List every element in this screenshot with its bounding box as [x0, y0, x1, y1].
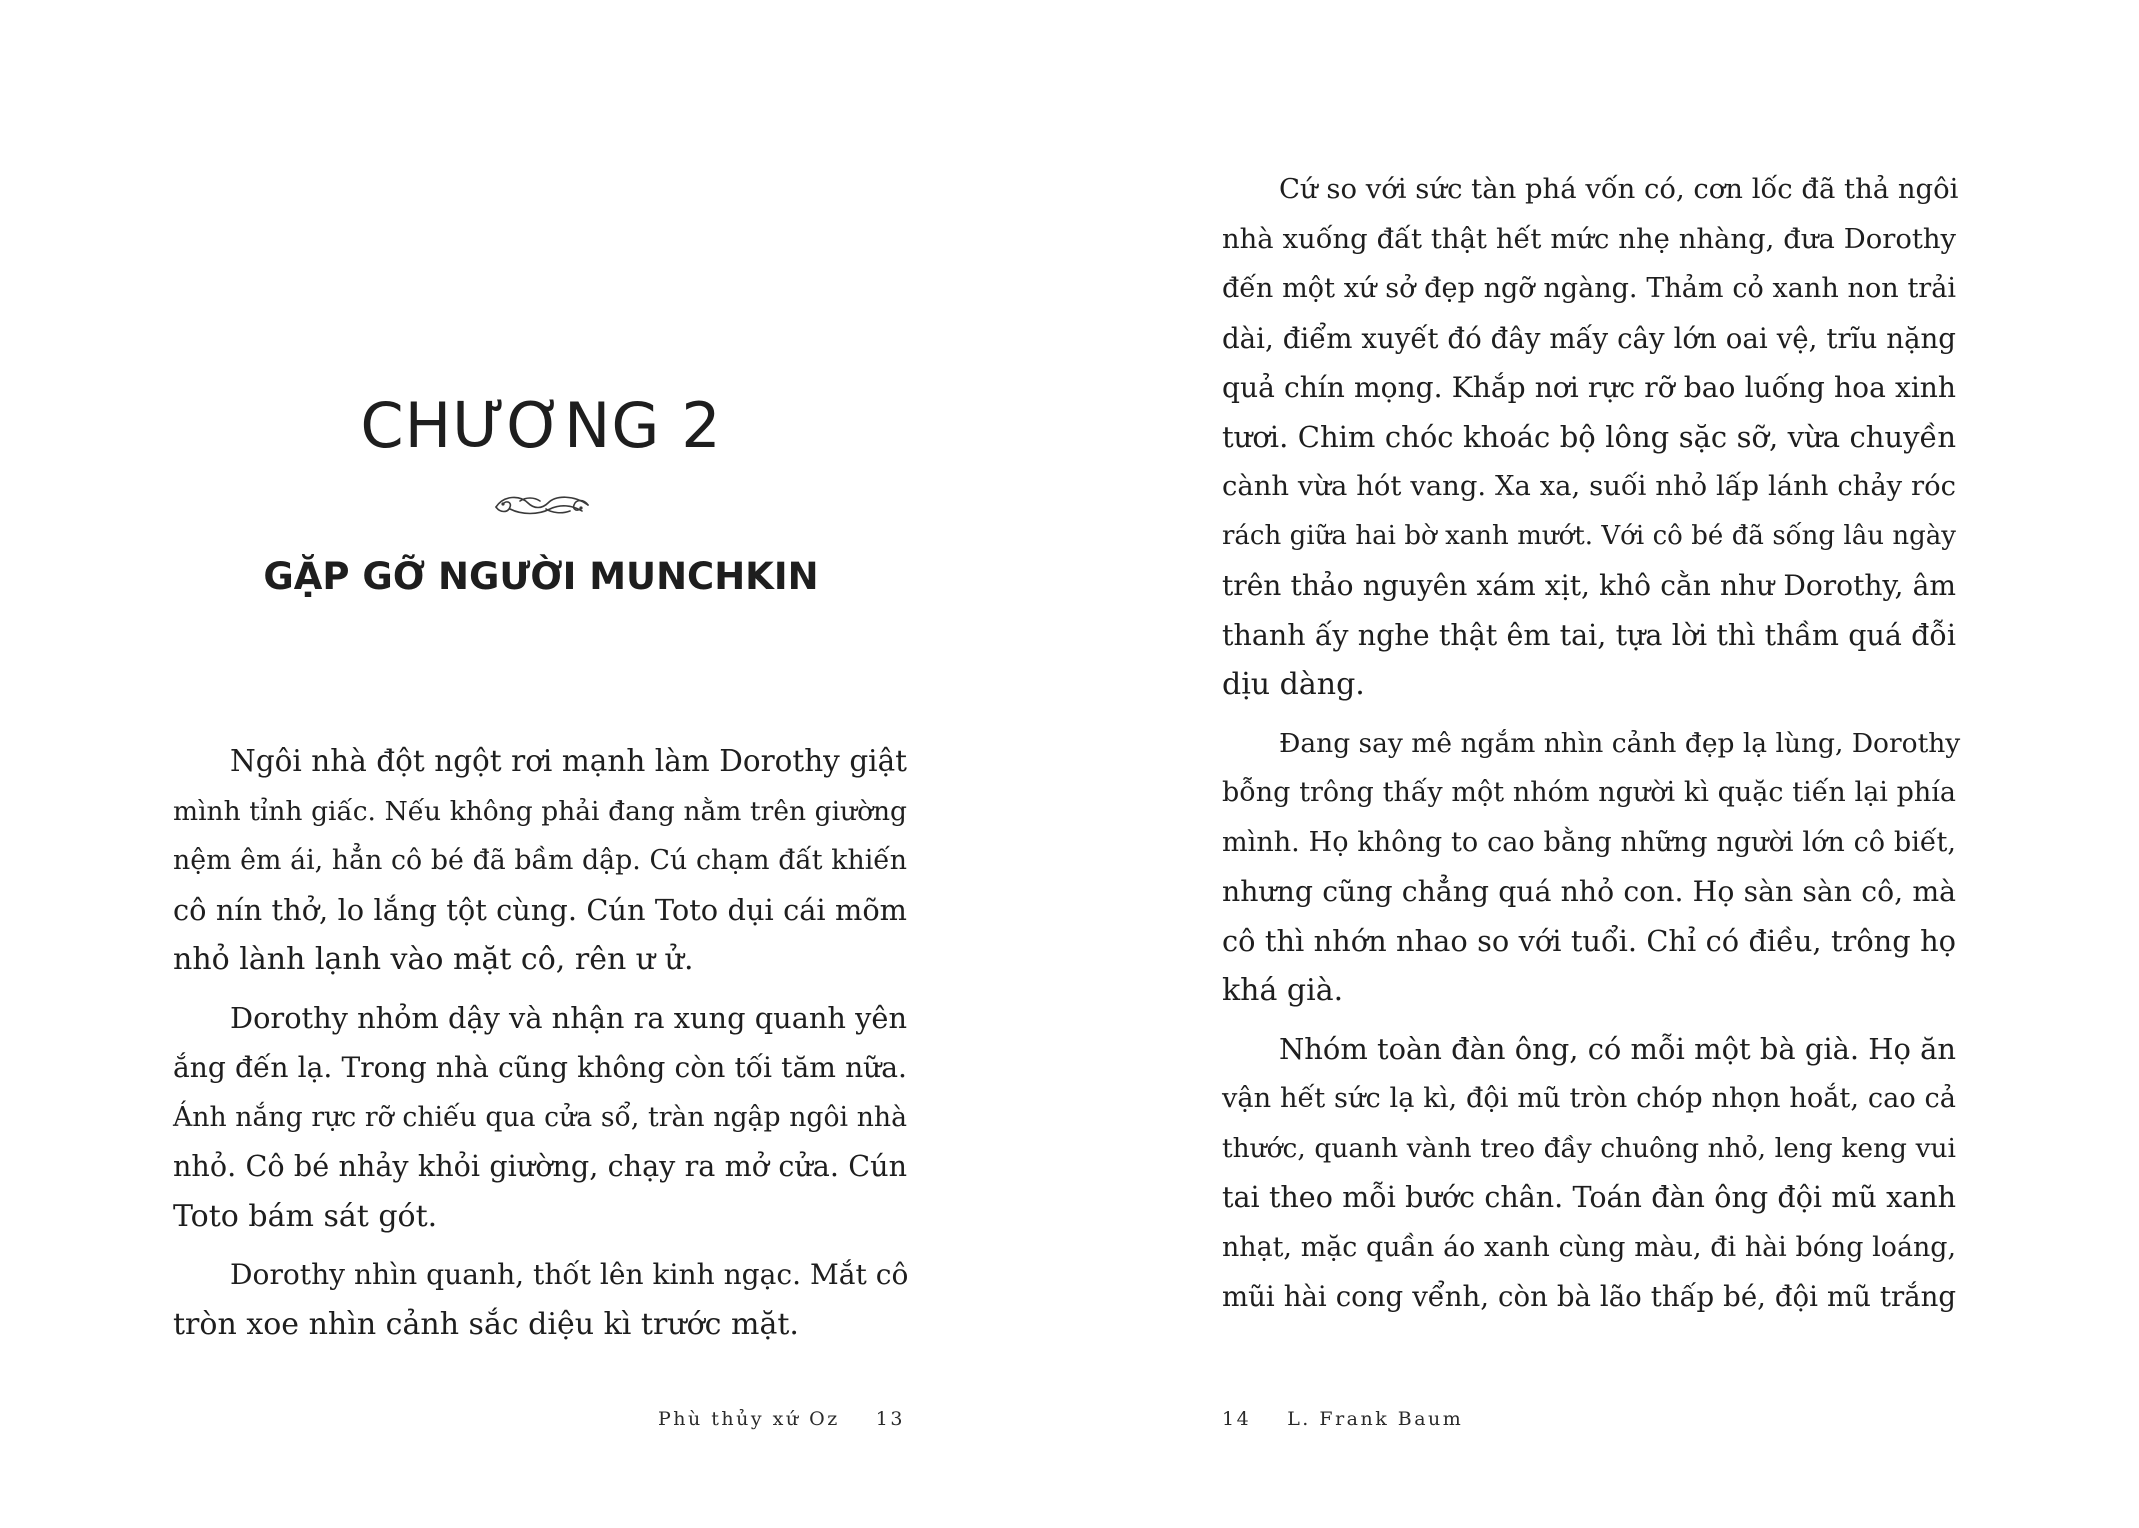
text-line: thước, quanh vành treo đầy chuông nhỏ, leng keng vui	[1222, 1132, 1956, 1164]
paragraph	[1222, 1025, 1956, 1322]
text-line: tươi. Chim chóc khoác bộ lông sặc sỡ, vừa chuyền	[1222, 419, 1956, 454]
left-page-footer	[658, 1410, 905, 1429]
text-line: cành vừa hót vang. Xa xa, suối nhỏ lấp lánh chảy róc	[1222, 471, 1956, 502]
page-number: 14	[1222, 1408, 1252, 1430]
paragraph	[173, 994, 907, 1242]
text-line: Ánh nắng rực rỡ chiếu qua cửa sổ, tràn ngập ngôi nhà	[173, 1101, 907, 1133]
text-line: Toto bám sát gót.	[173, 1198, 438, 1234]
text-line: Cứ so với sức tàn phá vốn có, cơn lốc đã thả ngôi	[1279, 174, 1959, 205]
text-line: cô thì nhớn nhao so với tuổi. Chỉ có điều, trông họ	[1222, 923, 1956, 958]
paragraph	[1222, 165, 1959, 710]
page-number: 13	[875, 1408, 905, 1430]
text-line: mình tỉnh giấc. Nếu không phải đang nằm trên giường	[173, 795, 907, 827]
right-body-text	[1222, 165, 1961, 1322]
text-line: Đang say mê ngắm nhìn cảnh đẹp lạ lùng, Dorothy	[1279, 727, 1961, 759]
flourish-ornament-icon	[490, 487, 594, 521]
text-line: khá già.	[1222, 973, 1344, 1008]
chapter-title: GẶP GỠ NGƯỜI MUNCHKIN	[263, 555, 819, 598]
running-head-book-title: Phù thủy xứ Oz	[658, 1408, 840, 1430]
text-line: nhỏ lành lạnh vào mặt cô, rên ư ử.	[173, 942, 694, 977]
text-line: dịu dàng.	[1222, 667, 1365, 702]
text-line: mũi hài cong vểnh, còn bà lão thấp bé, đội mũ trắng	[1222, 1280, 1956, 1313]
text-line: Nhóm toàn đàn ông, có mỗi một bà già. Họ ăn	[1279, 1031, 1956, 1066]
text-line: mình. Họ không to cao bằng những người lớn cô biết,	[1222, 826, 1956, 858]
paragraph	[173, 737, 907, 985]
left-page	[0, 0, 1069, 1528]
right-page	[1069, 0, 2139, 1528]
right-page-footer	[1222, 1410, 1463, 1429]
left-body-text	[173, 737, 907, 1349]
text-line: nhỏ. Cô bé nhảy khỏi giường, chạy ra mở cửa. Cún	[173, 1149, 907, 1183]
text-line: trên thảo nguyên xám xịt, khô cằn như Dorothy, âm	[1222, 569, 1956, 602]
text-line: quả chín mọng. Khắp nơi rực rỡ bao luống hoa xinh	[1222, 371, 1956, 404]
text-line: nhưng cũng chẳng quá nhỏ con. Họ sàn sàn cô, mà	[1222, 875, 1956, 908]
text-line: cô nín thở, lo lắng tột cùng. Cún Toto dụi cái mõm	[173, 892, 907, 927]
text-line: Ngôi nhà đột ngột rơi mạnh làm Dorothy giật	[230, 744, 907, 778]
text-line: ắng đến lạ. Trong nhà cũng không còn tối tăm nữa.	[173, 1051, 907, 1084]
text-line: Dorothy nhỏm dậy và nhận ra xung quanh yên	[230, 1000, 907, 1035]
text-line: nhà xuống đất thật hết mức nhẹ nhàng, đưa Dorothy	[1222, 223, 1956, 255]
running-head-author: L. Frank Baum	[1287, 1408, 1464, 1430]
paragraph	[173, 1250, 907, 1349]
text-line: nhạt, mặc quần áo xanh cùng màu, đi hài bóng loáng,	[1222, 1231, 1956, 1263]
text-line: Dorothy nhìn quanh, thốt lên kinh ngạc. Mắt cô	[230, 1258, 909, 1291]
text-line: vận hết sức lạ kì, đội mũ tròn chóp nhọn hoắt, cao cả	[1222, 1083, 1956, 1114]
text-line: nệm êm ái, hẳn cô bé đã bầm dập. Cú chạm đất khiến	[173, 845, 907, 876]
text-line: tai theo mỗi bước chân. Toán đàn ông đội mũ xanh	[1222, 1180, 1956, 1214]
text-line: đến một xứ sở đẹp ngỡ ngàng. Thảm cỏ xanh non trải	[1222, 273, 1956, 304]
paragraph	[1222, 719, 1961, 1016]
text-line: thanh ấy nghe thật êm tai, tựa lời thì thầm quá đỗi	[1222, 618, 1956, 652]
text-line: tròn xoe nhìn cảnh sắc diệu kì trước mặt.	[173, 1306, 799, 1342]
text-line: rách giữa hai bờ xanh mướt. Với cô bé đã sống lâu ngày	[1222, 520, 1956, 551]
text-line: bỗng trông thấy một nhóm người kì quặc tiến lại phía	[1222, 777, 1956, 808]
chapter-number: CHƯƠNG 2	[360, 389, 722, 462]
text-line: dài, điểm xuyết đó đây mấy cây lớn oai vệ, trĩu nặng	[1222, 321, 1956, 355]
